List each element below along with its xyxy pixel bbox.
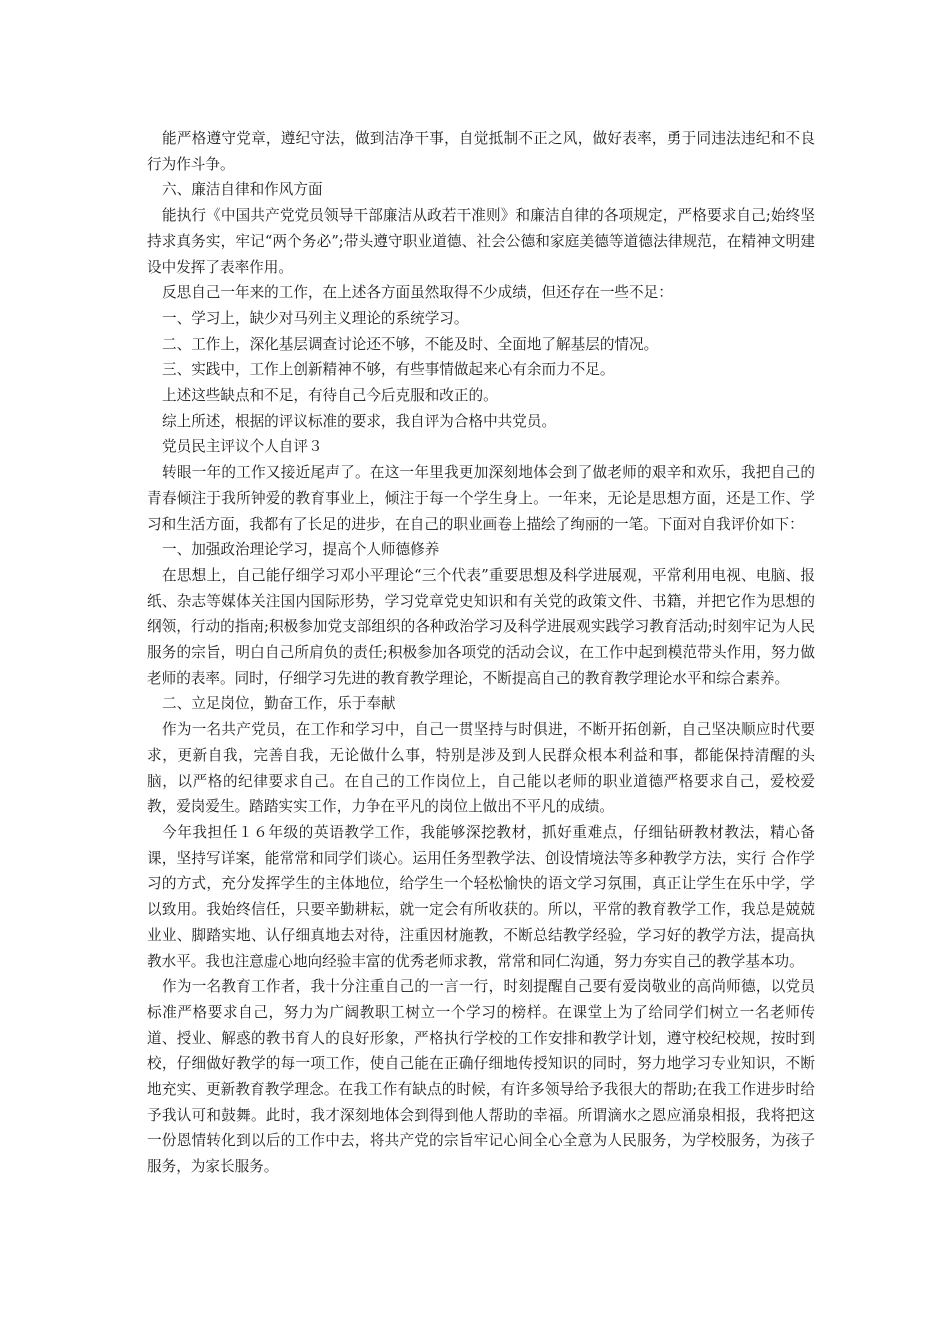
paragraph-5: 综上所述，根据的评议标准的要求，我自评为合格中共党员。 (162, 412, 557, 430)
list-item-3: 三、实践中，工作上创新精神不够，有些事情做起来心有余而力不足。 (162, 361, 615, 379)
section-heading-1: 一、加强政治理论学习，提高个人师德修养 (162, 541, 440, 559)
paragraph-1: 能严格遵守党章，遵纪守法，做到洁净干事，自觉抵制不正之风，做好表率，勇于同违法违纪和不良行为作斗争。 (147, 130, 815, 173)
paragraph-2: 能执行《中国共产党党员领导干部廉洁从政若干准则》和廉洁自律的各项规定，严格要求自己;始终坚持求真务实，牢记“两个务必”;带头遵守职业道德、社会公德和家庭美德等道德法律规范，在精神文明建设中发挥了表率作用。 (147, 207, 815, 276)
list-item-1: 一、学习上，缺少对马列主义理论的系统学习。 (162, 309, 469, 327)
paragraph-6: 转眼一年的工作又接近尾声了。在这一年里我更加深刻地体会到了做老师的艰辛和欢乐，我把自己的青春倾注于我所钟爱的教育事业上，倾注于每一个学生身上。一年来，无论是思想方面，还是工作、学习和生活方面，我都有了长足的进步，在自己的职业画卷上描绘了绚丽的一笔。下面对自我评价如下： (147, 464, 815, 533)
document-title-3: 党员民主评议个人自评３ (162, 438, 323, 456)
section-heading-6: 六、廉洁自律和作风方面 (162, 181, 323, 199)
document-page (147, 126, 815, 1180)
paragraph-7: 在思想上，自己能仔细学习邓小平理论“三个代表”重要思想及科学进展观，平常利用电视、电脑、报纸、杂志等媒体关注国内国际形势，学习党章党史知识和有关党的政策文件、书籍，并把它作为思想的纲领，行动的指南;积极参加党支部组织的各种政治学习及科学进展观实践学习教育活动;时刻牢记为人民服务的宗旨，明白自己所肩负的责任;积极参加各项党的活动会议，在工作中起到模范带头作用，努力做老师的表率。同时，仔细学习先进的教育教学理论，不断提高自己的教育教学理论水平和综合素养。 (147, 566, 815, 687)
paragraph-10: 作为一名教育工作者，我十分注重自己的一言一行，时刻提醒自己要有爱岗敬业的高尚师德，以党员标准严格要求自己，努力为广阔教职工树立一个学习的榜样。在课堂上为了给同学们树立一名老师传道、授业、解惑的教书育人的良好形象，严格执行学校的工作安排和教学计划，遵守校纪校规，按时到校，仔细做好教学的每一项工作，使自己能在正确仔细地传授知识的同时，努力地学习专业知识，不断地充实、更新教育教学理念。在我工作有缺点的时候，有许多领导给予我很大的帮助;在我工作进步时给予我认可和鼓舞。此时，我才深刻地体会到得到他人帮助的幸福。所谓滴水之恩应涌泉相报，我将把这一份恩情转化到以后的工作中去，将共产党的宗旨牢记心间全心全意为人民服务，为学校服务，为孩子服务，为家长服务。 (147, 978, 815, 1176)
paragraph-9: 今年我担任１６年级的英语教学工作，我能够深挖教材，抓好重难点，仔细钻研教材教法，精心备课，坚持写详案，能常常和同学们谈心。运用任务型教学法、创设情境法等多种教学方法，实行 合作学习的方式，充分发挥学生的主体地位，给学生一个轻松愉快的语文学习氛围，真正让学生在乐中学，学以致用。我始终信任，只要辛勤耕耘，就一定会有所收获的。所以，平常的教育教学工作，我总是兢兢业业、脚踏实地、认仔细真地去对待，注重因材施教，不断总结教学经验，学习好的教学方法，提高执教水平。我也注意虚心地向经验丰富的优秀老师求教，常常和同仁沟通，努力夯实自己的教学基本功。 (147, 823, 815, 970)
list-item-2: 二、工作上，深化基层调查讨论还不够，不能及时、全面地了解基层的情况。 (162, 335, 659, 353)
section-heading-2: 二、立足岗位，勤奋工作，乐于奉献 (162, 695, 396, 713)
paragraph-3: 反思自己一年来的工作，在上述各方面虽然取得不少成绩，但还存在一些不足： (162, 284, 673, 302)
paragraph-8: 作为一名共产党员，在工作和学习中，自己一贯坚持与时俱进，不断开拓创新，自己坚决顺应时代要求，更新自我，完善自我，无论做什么事，特别是涉及到人民群众根本利益和事，都能保持清醒的头脑，以严格的纪律要求自己。在自己的工作岗位上，自己能以老师的职业道德严格要求自己，爱校爱教，爱岗爱生。踏踏实实工作，力争在平凡的岗位上做出不平凡的成绩。 (147, 721, 815, 816)
paragraph-4: 上述这些缺点和不足，有待自己今后克服和改正的。 (162, 387, 498, 405)
